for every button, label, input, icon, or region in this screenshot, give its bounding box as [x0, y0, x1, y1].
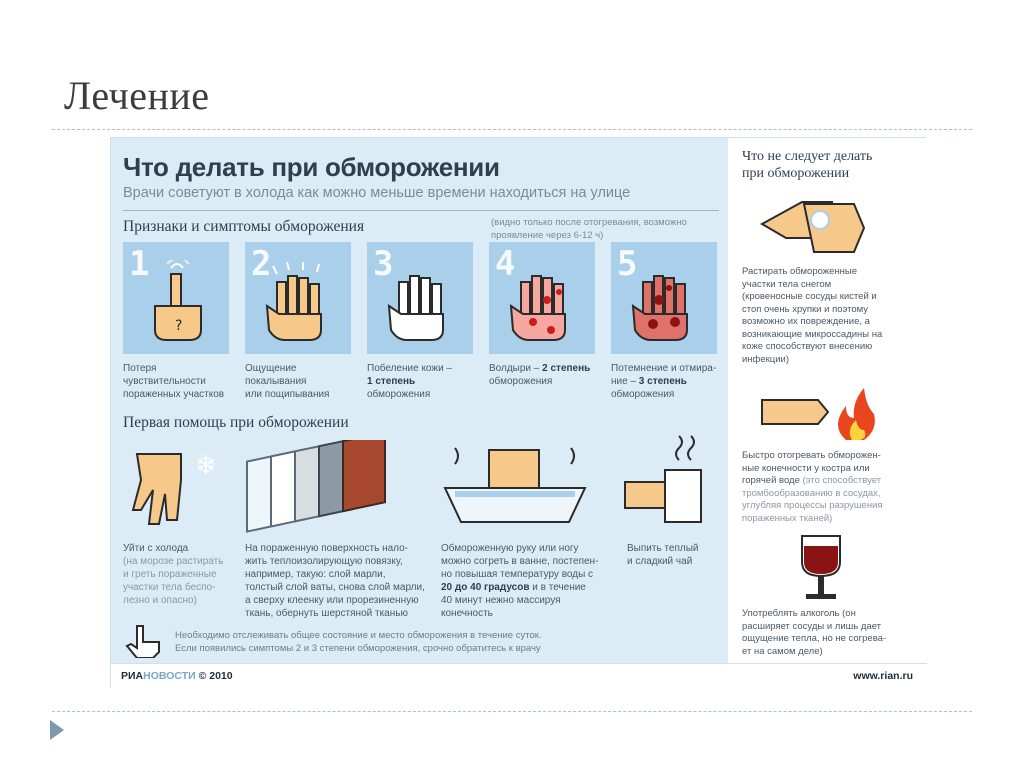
infographic-footer: [111, 663, 927, 688]
white-hand-icon: [385, 260, 457, 344]
warm-bath-icon: [441, 444, 589, 534]
first-aid-heading: Первая помощь при обморожении: [123, 414, 349, 431]
caption-degree: 1 степень: [367, 376, 416, 387]
caption-line: Быстро отогревать обморожен-: [742, 450, 881, 461]
dont-heading-line: при обморожении: [742, 166, 850, 181]
stage-number: 2: [251, 244, 272, 284]
caption-line: На пораженную поверхность нало-: [245, 543, 408, 554]
note-line: Если появились симптомы 2 и 3 степени обморожения, срочно обратитесь к врачу: [175, 643, 541, 654]
caption-line: или пощипывания: [245, 389, 330, 400]
caption-line: Побеление кожи –: [367, 363, 452, 374]
stage-3-tile: [367, 242, 473, 354]
stage-3-caption: [367, 362, 479, 401]
caption-line: можно согреть в ванне, постепен-: [441, 556, 599, 567]
caption-line: пораженных участков: [123, 389, 225, 400]
caption-detail: углубляя процессы разрушения: [742, 500, 883, 511]
caption-line: (кровеносные сосуды кистей и: [742, 291, 877, 302]
rubbing-snow-hands-icon: [758, 194, 868, 258]
top-divider: [52, 129, 972, 130]
wine-glass-icon: [798, 532, 844, 604]
caption-line: Потемнение и отмира-: [611, 363, 717, 374]
caption-detail: лезно и опасно): [123, 595, 197, 606]
caption-detail: и греть пораженные: [123, 569, 217, 580]
first-aid-2-caption: [245, 542, 431, 620]
stage-number: 5: [617, 244, 638, 284]
stage-4-caption: [489, 362, 601, 388]
caption-line: стоп очень хрупки и поэтому: [742, 303, 869, 315]
stage-2-tile: [245, 242, 351, 354]
monitoring-note: [175, 629, 595, 655]
caption-line: ет на самом деле): [742, 645, 823, 657]
main-panel: [111, 138, 728, 663]
first-aid-4-caption: [627, 542, 723, 568]
dont-3-caption: [742, 608, 922, 658]
caption-line: расширяет сосуды и лишь дает: [742, 620, 882, 632]
caption-line: ние –: [611, 376, 637, 387]
caption-line: обморожения: [489, 376, 553, 387]
first-aid-3-caption: [441, 542, 609, 620]
slide-title: Лечение: [64, 73, 210, 118]
tingling-hand-icon: [263, 260, 335, 344]
caption-line: Волдыри –: [489, 363, 540, 374]
caption-line: ощущение тепла, но не согрева-: [742, 633, 887, 644]
caption-line: покалывания: [245, 376, 307, 387]
logo-part: НОВОСТИ: [143, 670, 196, 682]
logo-part: РИА: [121, 670, 144, 682]
caption-detail: (это способствует: [802, 475, 882, 486]
dont-2-caption: [742, 450, 922, 525]
frostbite-infographic: [110, 137, 926, 688]
hand-over-fire-icon: [758, 382, 878, 442]
dont-heading: [742, 148, 922, 182]
bottom-divider: [52, 711, 972, 712]
hand-cursor-icon: [125, 622, 165, 658]
caption-line: инфекции): [742, 353, 790, 365]
stage-1-caption: [123, 362, 235, 401]
necrotic-hand-icon: [629, 260, 701, 344]
leave-cold-hand-icon: [129, 444, 229, 530]
stage-2-caption: [245, 362, 357, 401]
infographic-title: Что делать при обморожении: [123, 152, 500, 182]
stage-4-tile: [489, 242, 595, 354]
caption-degree: 3 степень: [638, 376, 687, 387]
caption-detail: участки тела беспо-: [123, 582, 216, 593]
dont-heading-line: Что не следует делать: [742, 149, 873, 164]
caption-emphasis: 20 до 40 градусов: [441, 582, 530, 593]
svg-text:?: ?: [175, 318, 183, 334]
caption-detail: (на морозе растирать: [123, 556, 224, 567]
pointing-hand-icon: [141, 260, 213, 344]
first-aid-1-caption: [123, 542, 235, 607]
caption-line: например, такую: слой марли,: [245, 569, 386, 580]
note-line: Необходимо отслеживать общее состояние и место обморожения в течение суток.: [175, 630, 542, 641]
caption-line: Употреблять алкоголь (он: [742, 608, 856, 619]
caption-line: Потеря: [123, 363, 157, 374]
hot-tea-cup-icon: [621, 432, 707, 532]
caption-line: и в течение: [532, 582, 586, 593]
stage-1-tile: [123, 242, 229, 354]
caption-line: но повышая температуру воды с: [441, 569, 594, 580]
copyright: © 2010: [198, 670, 233, 682]
caption-line: Выпить теплый: [627, 543, 699, 554]
caption-line: Растирать обмороженные: [742, 266, 858, 277]
svg-text:❄: ❄: [195, 451, 217, 481]
infographic-subtitle: Врачи советуют в холода как можно меньше времени находиться на улице: [123, 185, 631, 201]
caption-line: горячей воде: [742, 475, 800, 486]
site-link[interactable]: www.rian.ru: [853, 670, 913, 682]
slide-bullet-arrow-icon: [50, 720, 64, 740]
caption-line: возникающие микроссадины на: [742, 328, 883, 340]
stage-number: 1: [129, 244, 150, 284]
caption-line: и сладкий чай: [627, 556, 693, 567]
symptoms-note: (видно только после отогревания, возможно проявление через 6-12 ч): [491, 217, 687, 241]
caption-line: 40 минут нежно массируя: [441, 595, 561, 606]
bandage-layers-icon: [245, 440, 405, 536]
caption-line: обморожения: [367, 389, 431, 400]
dont-1-caption: [742, 266, 922, 366]
caption-line: коже способствуют внесению: [742, 341, 873, 352]
symptoms-divider: [123, 210, 719, 211]
caption-line: обморожения: [611, 389, 675, 400]
stage-number: 4: [495, 244, 516, 284]
caption-line: чувствительности: [123, 376, 206, 387]
caption-line: конечность: [441, 608, 493, 619]
caption-degree: 2 степень: [542, 363, 591, 374]
caption-line: а сверху клеенку или прорезиненную: [245, 595, 419, 606]
caption-line: жить теплоизолирующую повязку,: [245, 556, 403, 567]
symptoms-heading: Признаки и симптомы обморожения: [123, 218, 365, 235]
caption-line: возможно их повреждение, а: [742, 316, 870, 327]
caption-line: Ощущение: [245, 363, 297, 374]
blistered-hand-icon: [507, 260, 579, 344]
caption-detail: тромбообразованию в сосудах,: [742, 487, 881, 499]
stage-5-caption: [611, 362, 725, 401]
dont-panel: [728, 138, 926, 663]
stage-5-tile: [611, 242, 717, 354]
ria-logo: [121, 670, 233, 682]
caption-line: ные конечности у костра или: [742, 462, 870, 474]
caption-line: толстый слой ваты, снова слой марли,: [245, 582, 425, 593]
caption-line: участки тела снегом: [742, 278, 832, 290]
caption-line: Обмороженную руку или ногу: [441, 543, 579, 554]
caption-title: Уйти с холода: [123, 543, 189, 554]
stage-number: 3: [373, 244, 394, 284]
caption-detail: пораженных тканей): [742, 512, 833, 524]
caption-line: ткань, обернуть шерстяной тканью: [245, 608, 408, 619]
